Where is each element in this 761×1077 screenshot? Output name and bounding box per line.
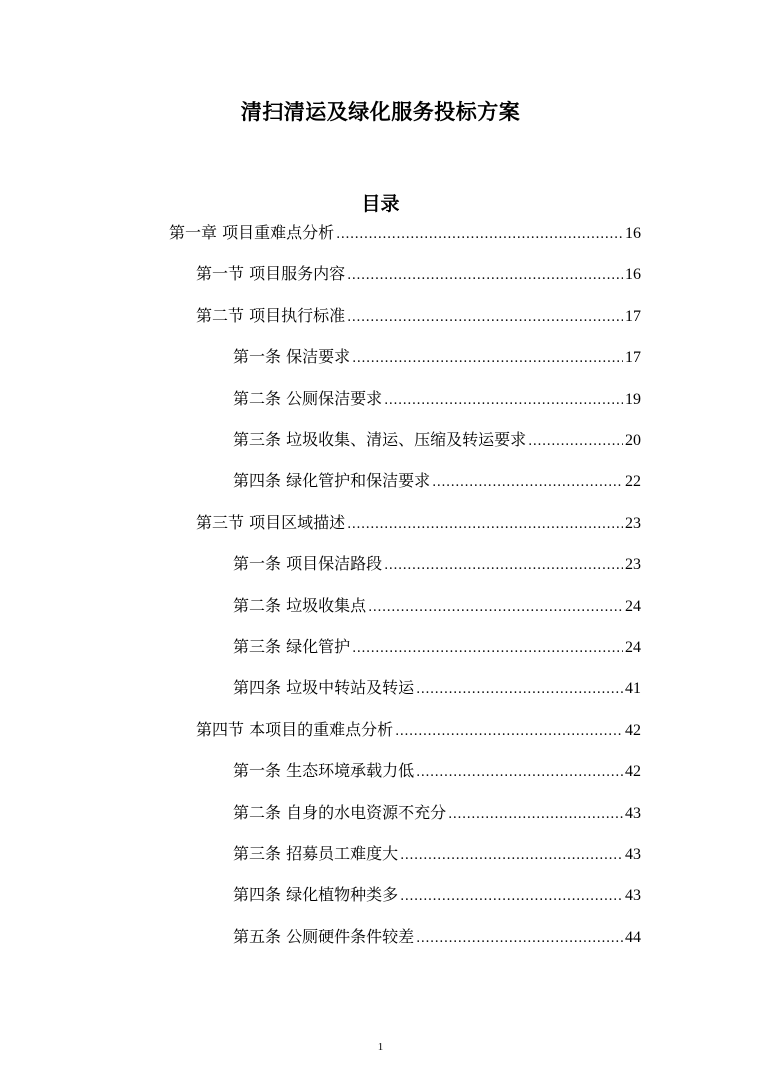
toc-dot-leader <box>352 346 623 372</box>
toc-dot-leader <box>347 305 623 331</box>
toc-page-number: 24 <box>625 639 641 656</box>
toc-entry[interactable] <box>169 220 641 246</box>
toc-entry-label: 第三条 招募员工难度大 <box>233 844 399 863</box>
toc-page-number: 43 <box>625 846 641 863</box>
toc-page-number: 43 <box>625 805 641 822</box>
document-title: 清扫清运及绿化服务投标方案 <box>240 100 521 124</box>
toc-dot-leader <box>416 926 623 952</box>
toc-entry[interactable] <box>196 510 641 536</box>
toc-entry[interactable] <box>233 675 641 701</box>
toc-page-number: 24 <box>625 598 641 615</box>
toc-page-number: 41 <box>625 680 641 697</box>
toc-dot-leader <box>448 802 623 828</box>
footer-page-number: 1 <box>377 1041 384 1053</box>
toc-entry-label: 第二条 公厕保洁要求 <box>233 389 383 408</box>
toc-entry[interactable] <box>233 841 641 867</box>
toc-entry[interactable] <box>233 800 641 826</box>
toc-dot-leader <box>336 222 623 248</box>
toc-entry-label: 第一章 项目重难点分析 <box>169 223 335 242</box>
toc-dot-leader <box>528 429 623 455</box>
toc-dot-leader <box>400 843 623 869</box>
toc-dot-leader <box>400 884 623 910</box>
toc-entry-label: 第一条 生态环境承载力低 <box>233 761 415 780</box>
toc-entry-label: 第一条 保洁要求 <box>233 347 351 366</box>
toc-entry[interactable] <box>233 427 641 453</box>
toc-page-number: 22 <box>625 473 641 490</box>
toc-entry-label: 第三节 项目区域描述 <box>196 513 346 532</box>
toc-entry[interactable] <box>196 303 641 329</box>
toc-entry-label: 第二节 项目执行标准 <box>196 306 346 325</box>
toc-page-number: 17 <box>625 308 641 325</box>
toc-entry[interactable] <box>233 551 641 577</box>
toc-page-number: 19 <box>625 391 641 408</box>
toc-page-number: 16 <box>625 225 641 242</box>
toc-dot-leader <box>416 760 623 786</box>
toc-dot-leader <box>368 595 623 621</box>
toc-page-number: 43 <box>625 887 641 904</box>
toc-entry[interactable] <box>233 924 641 950</box>
toc-page-number: 42 <box>625 722 641 739</box>
toc-entry-label: 第一条 项目保洁路段 <box>233 554 383 573</box>
toc-entry-label: 第四条 垃圾中转站及转运 <box>233 678 415 697</box>
toc-dot-leader <box>347 512 623 538</box>
toc-dot-leader <box>352 636 623 662</box>
toc-page-number: 44 <box>625 929 641 946</box>
toc-dot-leader <box>395 719 623 745</box>
toc-entry[interactable] <box>196 717 641 743</box>
toc-entry-label: 第三条 垃圾收集、清运、压缩及转运要求 <box>233 430 527 449</box>
toc-entry-label: 第五条 公厕硬件条件较差 <box>233 927 415 946</box>
toc-dot-leader <box>347 263 623 289</box>
toc-entry-label: 第三条 绿化管护 <box>233 637 351 656</box>
toc-heading: 目录 <box>361 193 400 215</box>
toc-entry-label: 第二条 垃圾收集点 <box>233 596 367 615</box>
toc-entry[interactable] <box>233 758 641 784</box>
toc-page-number: 17 <box>625 349 641 366</box>
toc-page-number: 20 <box>625 432 641 449</box>
toc-entry-label: 第一节 项目服务内容 <box>196 264 346 283</box>
toc-page-number: 23 <box>625 515 641 532</box>
toc-page-number: 23 <box>625 556 641 573</box>
toc-entry[interactable] <box>233 468 641 494</box>
toc-entry-label: 第四条 绿化管护和保洁要求 <box>233 471 431 490</box>
toc-page-number: 16 <box>625 266 641 283</box>
toc-entry[interactable] <box>233 634 641 660</box>
toc-entry[interactable] <box>233 344 641 370</box>
toc-dot-leader <box>384 553 623 579</box>
toc-page-number: 42 <box>625 763 641 780</box>
toc-entry-label: 第四节 本项目的重难点分析 <box>196 720 394 739</box>
toc-entry-label: 第二条 自身的水电资源不充分 <box>233 803 447 822</box>
toc-dot-leader <box>432 470 623 496</box>
toc-entry[interactable] <box>233 386 641 412</box>
toc-dot-leader <box>416 677 623 703</box>
toc-entry[interactable] <box>196 261 641 287</box>
toc-entry-label: 第四条 绿化植物种类多 <box>233 885 399 904</box>
toc-entry[interactable] <box>233 593 641 619</box>
toc-dot-leader <box>384 388 623 414</box>
toc-entry[interactable] <box>233 882 641 908</box>
